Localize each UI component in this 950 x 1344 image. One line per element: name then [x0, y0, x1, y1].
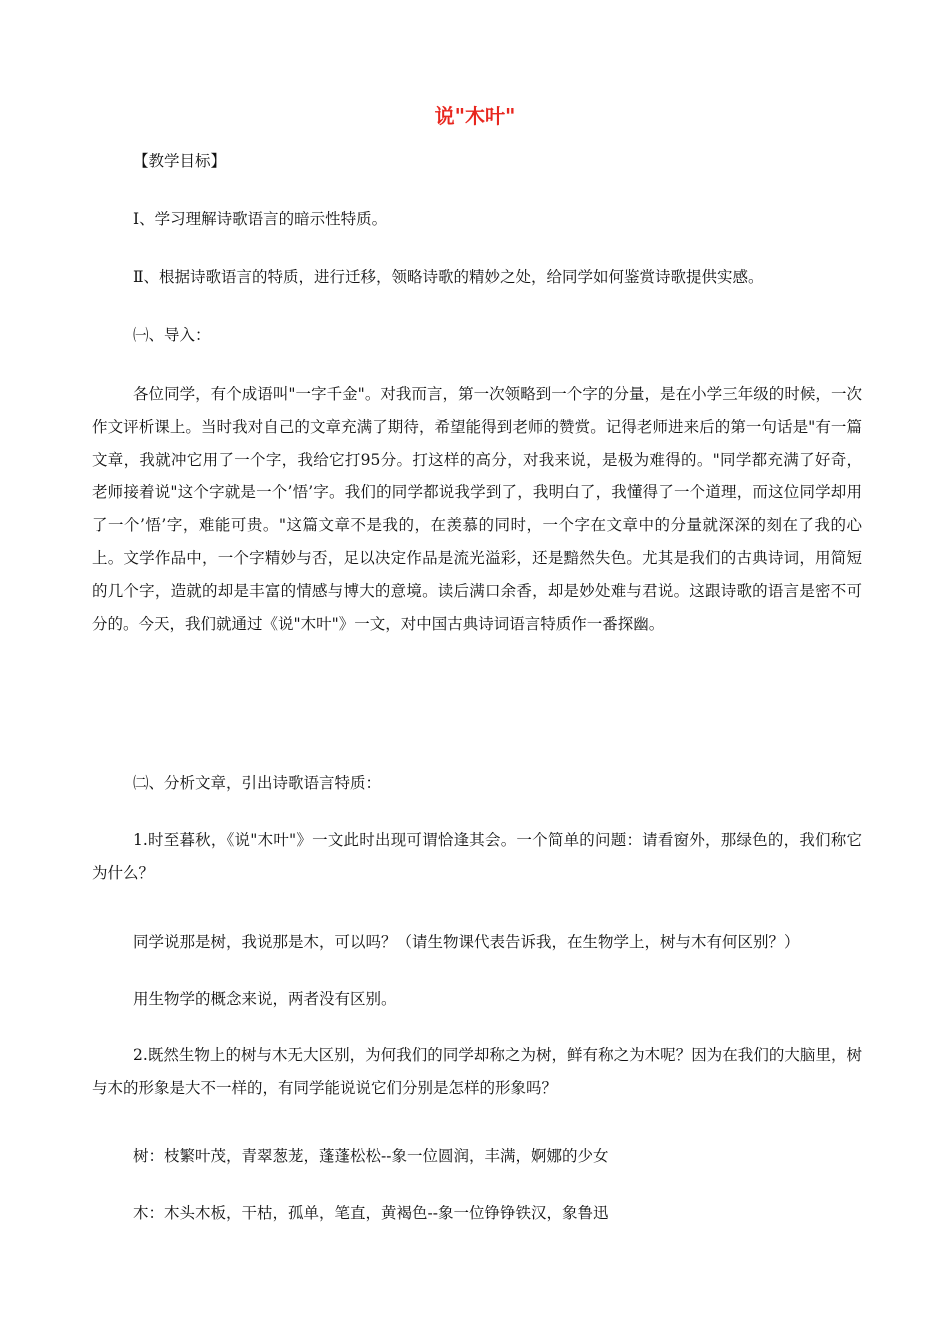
question-1-answer-2: 用生物学的概念来说，两者没有区别。: [133, 990, 397, 1008]
document-title: 说"木叶": [434, 104, 516, 128]
wood-image-line: 木：木头木板，干枯，孤单，笔直，黄褐色--象一位铮铮铁汉，象鲁迅: [133, 1204, 609, 1222]
section-heading-teaching-goals: 【教学目标】: [133, 152, 227, 170]
question-2-paragraph: 2.既然生物上的树与木无大区别，为何我们的同学却称之为树，鲜有称之为木呢？因为在我们的大脑里，树与木的形象是大不一样的，有同学能说说它们分别是怎样的形象吗？: [92, 1046, 862, 1097]
intro-paragraph: 各位同学，有个成语叫"一字千金"。对我而言，第一次领略到一个字的分量，是在小学三年级的时候，一次作文评析课上。当时我对自己的文章充满了期待，希望能得到老师的赞赏。记得老师进来后的第一句话是"有一篇文章，我就冲它用了一个字，我给它打95分。打这样的高分，对我来说，是极为难得的。"同学都充满了好奇，老师接着说"这个字就是一个’悟’字。我们的同学都说我学到了，我明白了，我懂得了一个道理，而这位同学却用了一个’悟’字，难能可贵。"这篇文章不是我的，在羡慕的同时，一个字在文章中的分量就深深的刻在了我的心上。文学作品中，一个字精妙与否，足以决定作品是流光溢彩，还是黯然失色。尤其是我们的古典诗词，用简短的几个字，造就的却是丰富的情感与博大的意境。读后满口余香，却是妙处难与君说。这跟诗歌的语言是密不可分的。今天，我们就通过《说"木叶"》一文，对中国古典诗词语言特质作一番探幽。: [92, 385, 862, 633]
tree-image-line: 树：枝繁叶茂，青翠葱茏，蓬蓬松松--象一位圆润，丰满，婀娜的少女: [133, 1147, 609, 1165]
goal-item-2: Ⅱ、根据诗歌语言的特质，进行迁移，领略诗歌的精妙之处，给同学如何鉴赏诗歌提供实感。: [133, 268, 764, 286]
part1-heading: ㈠、导入：: [133, 326, 211, 344]
question-1-paragraph: 1.时至暮秋，《说"木叶"》一文此时出现可谓恰逢其会。一个简单的问题：请看窗外，那绿色的，我们称它为什么？: [92, 831, 862, 882]
question-1-answer-1: 同学说那是树，我说那是木，可以吗？（请生物课代表告诉我，在生物学上，树与木有何区别？）: [133, 933, 800, 951]
goal-item-1: Ⅰ、学习理解诗歌语言的暗示性特质。: [133, 210, 388, 228]
part2-heading: ㈡、分析文章，引出诗歌语言特质：: [133, 774, 382, 792]
